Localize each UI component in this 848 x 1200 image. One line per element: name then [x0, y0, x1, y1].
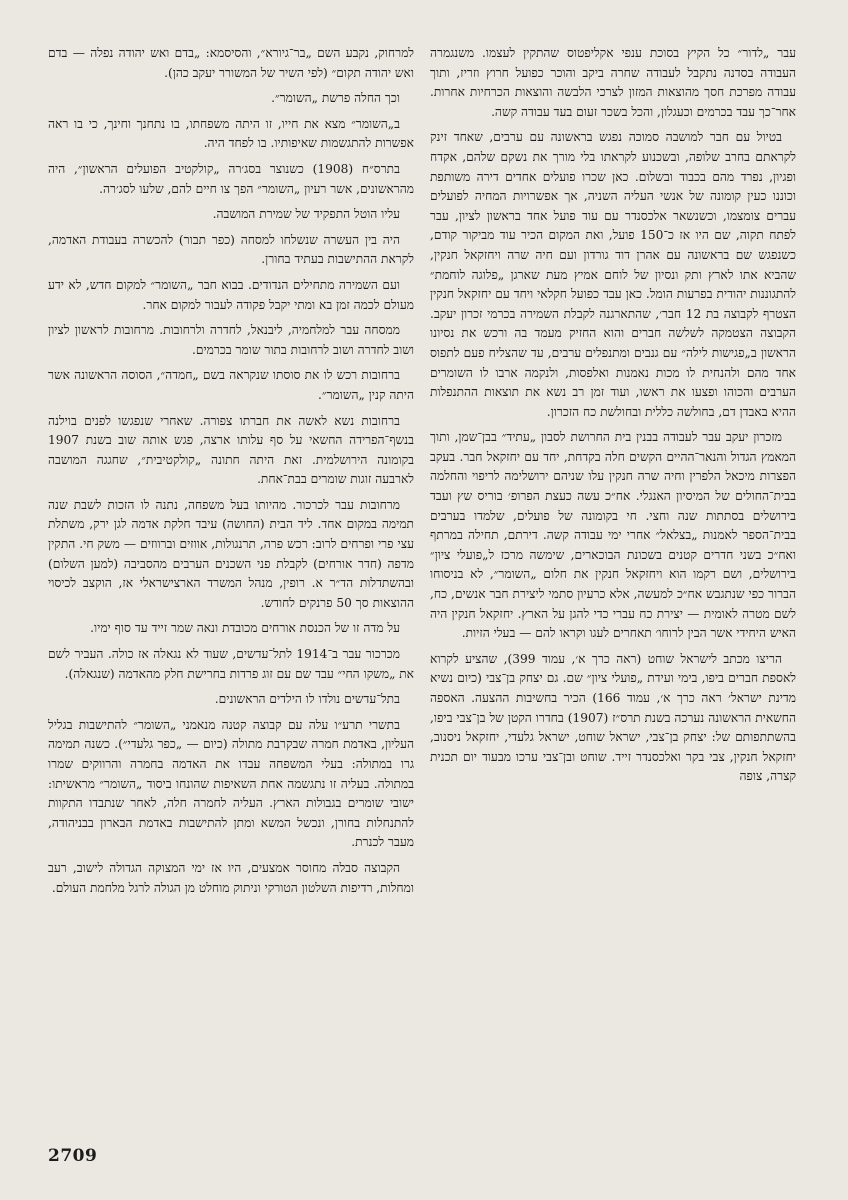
paragraph: עליו הוטל התפקיד של שמירת המושבה.: [212, 207, 400, 222]
paragraph: בתשרי תרע״ו עלה עם קבוצה קטנה מנאמני „השומר״ להתישבות בגליל העליון, באדמת חמרה שבקרבת מתולה (כיום — „כפר גלעדי״). כשנה תמימה גרו במתולה: בעלי המשפחה עבדו את האדמה בחמרה והרווקים שמרו במתולה. בעליה זו נתגשמה אחת השאיפות שהונחו ביסוד „השומר״ מראשיתו: ישובי שומרים בגבולות הארץ. העליה לחמרה חלה, לאחר שנתבדו התקוות להתנחלות בחורן, ונכשל המשא ומתן להתישבות באדמת הבארון בבניהודה, מעבר לכנרת.: [48, 717, 414, 850]
paragraph: בתרס״ח (1908) כשנוצר בסג׳רה „קולקטיב הפועלים הראשון״, היה מהראשונים, אשר רעיון „השומר״ הפך צו חיים להם, שלעו לסג׳רה.: [48, 161, 414, 196]
paragraph: ממסחה עבר למלחמיה, ליבנאל, לחדרה ולרחובות. מרחובות לראשון לציון ושוב לחדרה ושוב לרחובות בתור שומר בכרמים.: [48, 323, 414, 357]
page-number: 2709: [48, 1146, 98, 1166]
paragraph: ועם השמירה מתחילים הנדודים. בבוא חבר „השומר״ למקום חדש, לא ידע מעולם לכמה זמן בא ומתי יקבל פקודה לעבור למקום אחר.: [48, 277, 414, 312]
paragraph: עבר „לדור״ כל הקיץ בסוכת ענפי אקליפטוס שהתקין לעצמו. משנגמרה העבודה בסדנה נתקבל לעבודה שחרה ביקב והוכר כפועל חרוץ וזריז, ותוך עבודה מפרכת חסך מהוצאות המזון לצרכי הלבשה והוצאות הכרחיות אחרות. אחר־כך עבד בכרמים וכעגלון, והכל בשכר זעום בעד עבודה קשה.: [430, 46, 796, 119]
paragraph: מכרכור עבר ב־1914 לתל־עדשים, שעוד לא נגאלה אז כולה. העביר לשם את „משקו החי״ עבד שם עם זוג פרדות בחרישת חלק מהאדמה (שנגאלה).: [48, 647, 414, 681]
paragraph: וכך החלה פרשת „השומר״.: [271, 91, 400, 106]
paragraph: מזכרון יעקב עבר לעבודה בבנין בית החרושת לסבון „עתיד״ בבן־שמן, ותוך המאמץ הגדול והנאר־ההיים הקשים חלה בקדחת, יחד עם יחזקאל חבר. בעקב הפצרות מיכאל הלפרין וחיה שרה חנקין עלו שניהם ירושלימה לריפוי והחלמה בבית־החולים של המיסיון האנגלי. אח״כ עשה כעצת הפרופ׳ בוריס שץ ועבד בירושלים בסתתות שנה וחצי. חי בקומונה של פועלים, שלמדו בערבים בבית־הספר לאמנות „בצלאל״ אחרי ימי עבודה קשה. דירתם, תחילה במרתף ואח״כ בשני חדרים קטנים בשכונת הבוכארים, שימשה מרכז ל„פועלי ציון״ בירושלים, ושם רקמו הוא ויחזקאל חנקין את חלום „השומר״, לא בניסוחו הברור כפי שנתגבש אח״כ למעשה, אלא כרעיון סתמי ליצירת חבר אנשים, כח, לשם מטרה לאומית — יצירת כח עברי כדי להגן על הארץ. יחזקאל חנקין היה האיש היחידי אשר הבין לרוחו׳ תאחרים לעגו וקראו להם — בעלי הזיות.: [430, 430, 796, 641]
left-text-column: [48, 44, 414, 1134]
paragraph: בטיול עם חבר למושבה סמוכה נפגש בראשונה עם ערבים, שאחד זינק לקראתם בחרב שלופה, ובשכנוע לקראתו בלי מורך את נשקם שלהם, אקדח ופגיון, נפרד מהם בכבוד ובשלום. כאן שכרו פועלים אחדים דירה משותפת וכוננו כעין קומונה של אנשי העליה השניה, אך אפשרויות המחיה לפועלים עברים צומצמו, וכשנשאר אלכסנדר עם עוד פועל אחד בראשון לציון, עבר לפתח תקוה, שם היו אז כ־150 פועל, ואת המקום הכיר עוד מביקור קודם, כשנפגש שם בראשונה עם אהרן דוד גורדון ועם חיה שרה ויחזקאל חנקין, שהביא אתו לארץ ותק ונסיון של לוחם אמיץ מעת שארגן „פלוגה לוחמת״ להתגוננות יהודית בפרעות הומל. כאן עבד כפועל חקלאי ויחד עם יחזקאל חנקין הצטרף לקבוצה בת 12 חבר׳, שהתארגנה לקבלת השמירה בכרמי זכרון יעקב. הקבוצה הצטמקה לשלשה חברים והוא החזיק מעמד בה ורכש את נסיונו הראשון ב„פגישות לילה״ עם גנבים ומתנפלים ערבים, עד שהצליח פעם לתפוס אחד מהם ולהנחית לו מכות נאמנות ואלפסות, ולנקמה ארבו לו השומרים הערבים והכוהו ופצעו את ראשו, ועוד זמן רב נשא את תוצאות ההתנפלות ההיא באבדן דם, בחולשה כללית ובחולשת כח הזכרון.: [430, 130, 796, 419]
paragraph: מרחובות עבר לכרכור. מהיותו בעל משפחה, נתנה לו הזכות לשבת שנה תמימה במקום אחד. ליד הבית (החושה) עיבד חלקת אדמה לגן ירק, משתלת עצי פרי ופרחים לרוב: רכש פרה, תרנגולות, אווזים וברווזים — משק חי. התקין מדפה (חדר אורחים) לקבלת פני השכנים הערבים מהסביבה (למען השלום) ובהשתדלות הד״ר א. רופין, מנהל המשרד הארצישראלי אז, הוקצב לכיסוי ההוצאות סך 50 פרנקים לחודש.: [48, 497, 414, 610]
paragraph: הריצו מכתב לישראל שוחט (ראה כרך א׳, עמוד 399), שהציע לקרוא לאספת חברים ביפו, בימי ועידת „פועלי ציון״ שם. גם יצחק בן־צבי (כיום נשיא מדינת ישראל׳ ראה כרך א׳, עמוד 166) הכיר בחשיבות ההצעה. האספה החשאית הראשונה נערכה בשנת תרס״ז (1907) בחדרו הקטן של בן־צבי ביפו, בהשתתפותם של: יצחק בן־צבי, ישראל שוחט, ישראל גלעדי, יחזקאל ניסנוב, יחזקאל חנקין, צבי בקר ואלכסנדר זייד. שוחט ובן־צבי ערכו מבעוד יום תכנית קצרה, צופה: [430, 651, 796, 784]
paragraph: ב„השומר״ מצא את חייו, זו היתה משפחתו, בו נתחנך וחינך, כי בו ראה אפשרות להתגשמות שאיפותיו. בו לפחד היה.: [48, 116, 414, 151]
paragraph: על מדה זו של הכנסת אורחים מכובדת ונאה שמר זייד עד סוף ימיו.: [90, 621, 400, 636]
right-text-column: [430, 44, 796, 1184]
paragraph: למרחוק, נקבע השם „בר־גיורא״, והסיסמא: „בדם ואש יהודה נפלה — בדם ואש יהודה תקום״ (לפי השיר של המשורר יעקב כהן).: [48, 46, 414, 80]
paragraph: בתל־עדשים נולדו לו הילדים הראשונים.: [214, 692, 400, 707]
paragraph: ברחובות רכש לו את סוסתו שנקראה בשם „חמדה״, הסוסה הראשונה אשר היתה קנין „השומר״.: [48, 368, 414, 402]
paragraph: הקבוצה סבלה מחוסר אמצעים, היו אז ימי המצוקה הגדולה לישוב, רעב ומחלות, רדיפות השלטון הטורקי וניתוק מוחלט מן הגולה לרגל מלחמת העולם.: [48, 860, 414, 895]
paragraph: היה בין העשרה שנשלחו למסחה (כפר תבור) להכשרה בעבודת האדמה, לקראת ההתישבות בעתיד בחורן.: [48, 232, 414, 267]
paragraph: ברחובות נשא לאשה את חברתו צפורה. שאחרי שנפגשו לפנים בוילנה בנשף־הפרידה החשאי על סף עלותו ארצה, פגש אותה שוב בשנת 1907 בקומונה הירושלמית. זאת היתה חתונה „קולקטיבית״, שחגגה המושבה לארבעה זוגות שומרים בבת־אחת.: [48, 413, 414, 487]
